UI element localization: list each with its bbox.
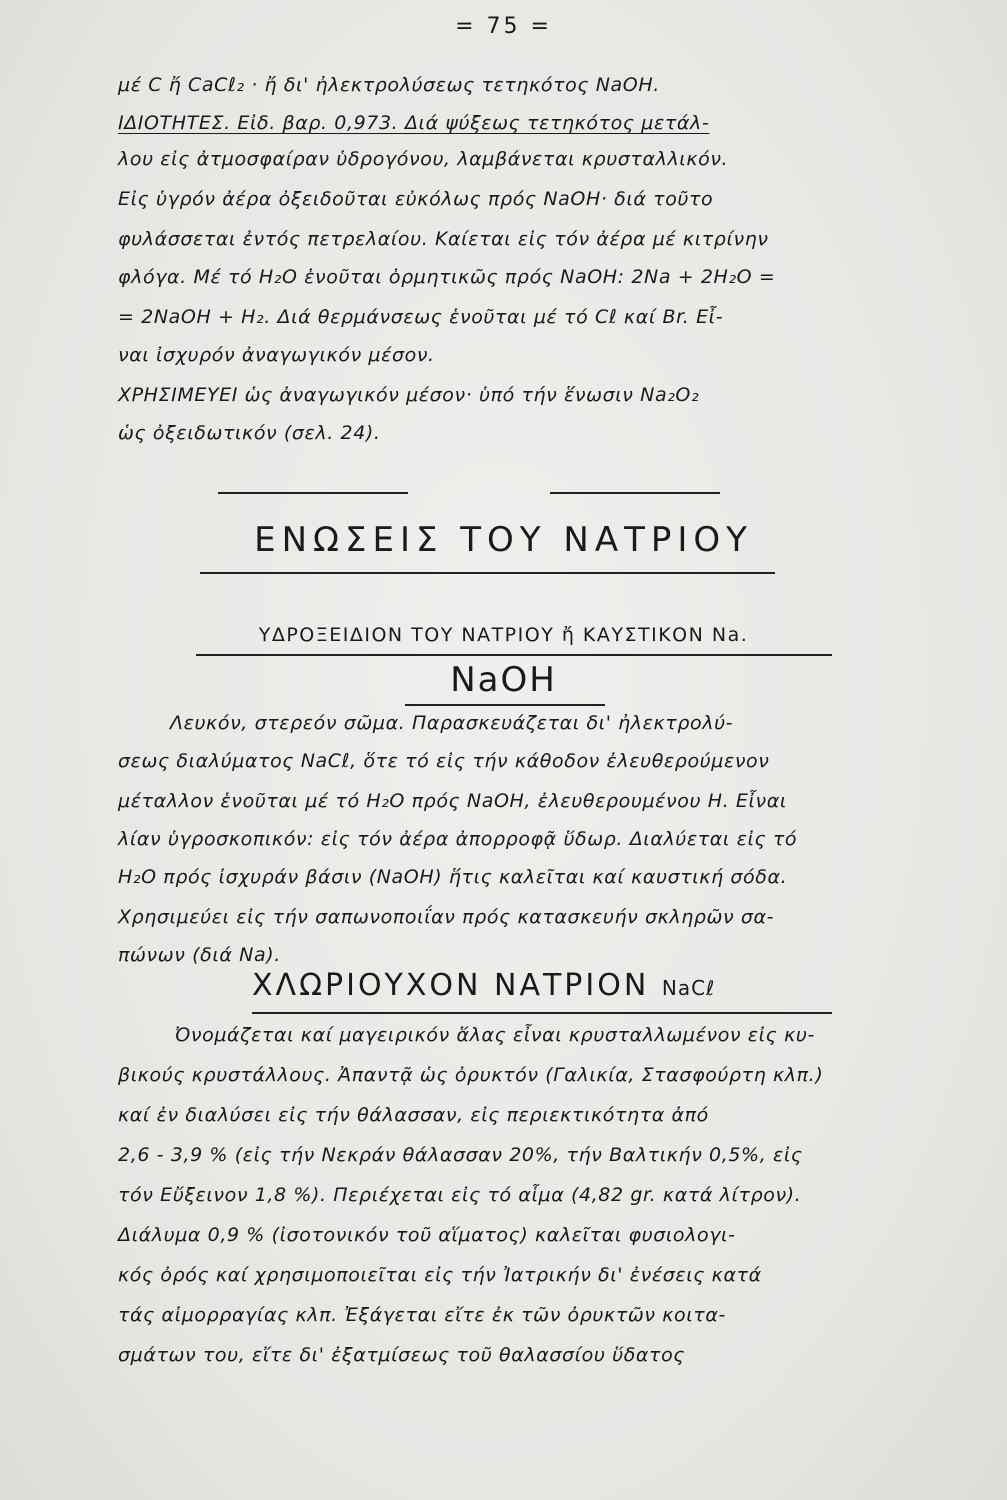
text-line: Ὀνομάζεται καί μαγειρικόν ἅλας εἶναι κρυσταλλωμένον εἰς κυ-	[175, 1024, 815, 1046]
text-line: Εἰς ὑγρόν ἀέρα ὀξειδοῦται εὐκόλως πρός NaOH· διά τοῦτο	[118, 188, 714, 210]
text-line: Λευκόν, στερεόν σῶμα. Παρασκευάζεται δι' ἠλεκτρολύ-	[170, 712, 734, 734]
text-line: H₂O πρός ἰσχυράν βάσιν (NaOH) ἥτις καλεῖται καί καυστική σόδα.	[118, 866, 788, 888]
text-line: = 2NaOH + H₂. Διά θερμάνσεως ἑνοῦται μέ τό Cℓ καί Br. Εἶ-	[118, 306, 724, 328]
formula-underline	[405, 704, 605, 706]
text-line: 2,6 - 3,9 % (εἰς τήν Νεκράν θάλασσαν 20%, τήν Βαλτικήν 0,5%, εἰς	[118, 1144, 803, 1166]
text-line: κός ὀρός καί χρησιμοποιεῖται εἰς τήν Ἰατρικήν δι' ἐνέσεις κατά	[118, 1264, 762, 1286]
section-heading-text: ΧΛΩΡΙΟΥΧΟΝ ΝΑΤΡΙΟΝ	[252, 968, 650, 1003]
text-line: φλόγα. Μέ τό H₂O ἑνοῦται ὁρμητικῶς πρός NaOH: 2Na + 2H₂O =	[118, 266, 776, 288]
title-underline	[200, 572, 775, 574]
formula-naoh: NaOH	[450, 660, 557, 700]
separator-rule-right	[550, 492, 720, 494]
section-heading-naoh: ΥΔΡΟΞΕΙΔΙΟΝ ΤΟΥ ΝΑΤΡΙΟΥ ἤ ΚΑΥΣΤΙΚΟΝ Na.	[258, 624, 749, 646]
text-line: τάς αἱμορραγίας κλπ. Ἐξάγεται εἴτε ἐκ τῶν ὀρυκτῶν κοιτα-	[118, 1304, 726, 1326]
text-line: καί ἐν διαλύσει εἰς τήν θάλασσαν, εἰς περιεκτικότητα ἀπό	[118, 1104, 709, 1126]
text-line: ναι ἰσχυρόν ἀναγωγικόν μέσον.	[118, 344, 435, 366]
text-line: τόν Εὔξεινον 1,8 %). Περιέχεται εἰς τό αἷμα (4,82 gr. κατά λίτρον).	[118, 1184, 802, 1206]
text-line: λου εἰς ἀτμοσφαίραν ὑδρογόνου, λαμβάνεται κρυσταλλικόν.	[118, 148, 729, 170]
text-line: ΧΡΗΣΙΜΕΥΕΙ ὡς ἀναγωγικόν μέσον· ὑπό τήν ἕνωσιν Na₂O₂	[118, 384, 700, 406]
text-line: ΙΔΙΟΤΗΤΕΣ. Εἰδ. βαρ. 0,973. Διά ψύξεως τετηκότος μετάλ-	[118, 112, 710, 134]
section-heading-underline	[196, 654, 832, 656]
separator-rule-left	[218, 492, 408, 494]
text-line: ὡς ὀξειδωτικόν (σελ. 24).	[118, 422, 381, 444]
text-line: βικούς κρυστάλλους. Ἀπαντᾷ ὡς ὀρυκτόν (Γαλικία, Στασφούρτη κλπ.)	[118, 1064, 824, 1086]
section-heading-nacl	[252, 968, 715, 1003]
text-line: Χρησιμεύει εἰς τήν σαπωνοποιΐαν πρός κατασκευήν σκληρῶν σα-	[118, 906, 775, 928]
text-line: σεως διαλύματος NaCℓ, ὅτε τό εἰς τήν κάθοδον ἐλευθερούμενον	[118, 750, 770, 772]
text-line: μέ C ἤ CaCℓ₂ · ἤ δι' ἠλεκτρολύσεως τετηκότος NaOH.	[118, 74, 660, 96]
text-line: Διάλυμα 0,9 % (ἰσοτονικόν τοῦ αἵματος) καλεῖται φυσιολογι-	[118, 1224, 736, 1246]
text-line: σμάτων του, εἴτε δι' ἐξατμίσεως τοῦ θαλασσίου ὕδατος	[118, 1344, 686, 1366]
text-line: πώνων (διά Na).	[118, 944, 281, 966]
section-heading-formula: NaCℓ	[661, 976, 716, 1000]
page-number: = 75 =	[455, 14, 552, 39]
text-line: φυλάσσεται ἐντός πετρελαίου. Καίεται εἰς τόν ἀέρα μέ κιτρίνην	[118, 228, 769, 250]
page-title: ΕΝΩΣΕΙΣ ΤΟΥ ΝΑΤΡΙΟΥ	[254, 520, 753, 560]
text-line: λίαν ὑγροσκοπικόν: εἰς τόν ἀέρα ἀπορροφᾷ ὕδωρ. Διαλύεται εἰς τό	[118, 828, 798, 850]
text-line: μέταλλον ἑνοῦται μέ τό H₂O πρός NaOH, ἐλευθερουμένου H. Εἶναι	[118, 790, 787, 812]
section-heading-underline	[252, 1012, 832, 1014]
